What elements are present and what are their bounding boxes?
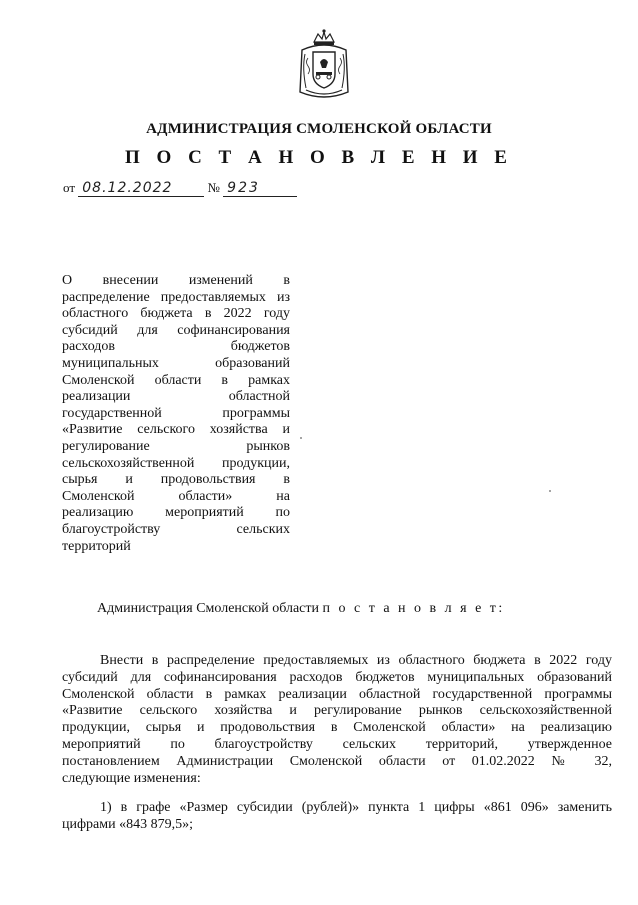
subject-line: Смоленской области» на (62, 488, 290, 504)
document-type-title: П О С Т А Н О В Л Е Н И Е (125, 147, 513, 168)
subject-line: благоустройству сельских (62, 521, 290, 537)
subject-line: государственной программы (62, 405, 290, 421)
subject-line: территорий (62, 538, 131, 554)
number-prefix: № (207, 180, 220, 195)
item-line: 1) в графе «Размер субсидии (рублей)» пункта 1 цифры «861 096» заменить (100, 800, 612, 815)
body-paragraph (62, 653, 612, 787)
body-line: субсидий для софинансирования расходов бюджетов муниципальных образований (62, 669, 612, 685)
item-line: цифрами «843 879,5»; (62, 816, 194, 832)
date-prefix: от (63, 180, 76, 195)
body-line: следующие изменения: (62, 770, 201, 786)
subject-line: распределение предоставляемых из (62, 289, 290, 305)
subject-line: сельскохозяйственной продукции, (62, 455, 290, 471)
organization-name: АДМИНИСТРАЦИЯ СМОЛЕНСКОЙ ОБЛАСТИ (146, 121, 492, 137)
subject-line: расходов бюджетов (62, 339, 290, 355)
subject-line: сырья и продовольствия в (62, 472, 290, 488)
body-line: постановлением Администрации Смоленской области от 01.02.2022 № 32, (62, 753, 612, 769)
coat-of-arms-icon (296, 28, 352, 102)
subject-line: О внесении изменений в (62, 273, 290, 288)
body-line: Внести в распределение предоставляемых из областного бюджета в 2022 году (100, 653, 612, 668)
body-line: продукции, сырья и продовольствия в Смоленской области» на реализацию (62, 720, 612, 736)
handwritten-date: 08.12.2022 (78, 181, 204, 197)
subject-line: «Развитие сельского хозяйства и (62, 422, 290, 438)
resolution-lead: Администрация Смоленской области (97, 601, 320, 616)
subject-line: реализацию мероприятий по (62, 505, 290, 521)
subject-block (62, 273, 290, 555)
subject-line: субсидий для софинансирования (62, 322, 290, 338)
amendment-item (62, 800, 612, 834)
scan-speck (300, 437, 302, 439)
resolution-line (97, 601, 597, 618)
subject-line: Смоленской области в рамках (62, 372, 290, 388)
body-line: Смоленской области в рамках реализации областной государственной программы (62, 686, 612, 702)
body-line: мероприятий по благоустройству сельских территорий, утвержденное (62, 736, 612, 752)
body-line: «Развитие сельского хозяйства и регулирование рынков сельскохозяйственной (62, 703, 612, 719)
scan-speck (549, 490, 551, 492)
subject-line: регулирование рынков (62, 438, 290, 454)
subject-line: областного бюджета в 2022 году (62, 306, 290, 322)
subject-line: реализации областной (62, 389, 290, 405)
subject-line: муниципальных образований (62, 355, 290, 371)
resolution-verb: п о с т а н о в л я е т: (322, 601, 505, 616)
date-number-line (63, 180, 297, 197)
handwritten-number: 923 (223, 181, 297, 197)
